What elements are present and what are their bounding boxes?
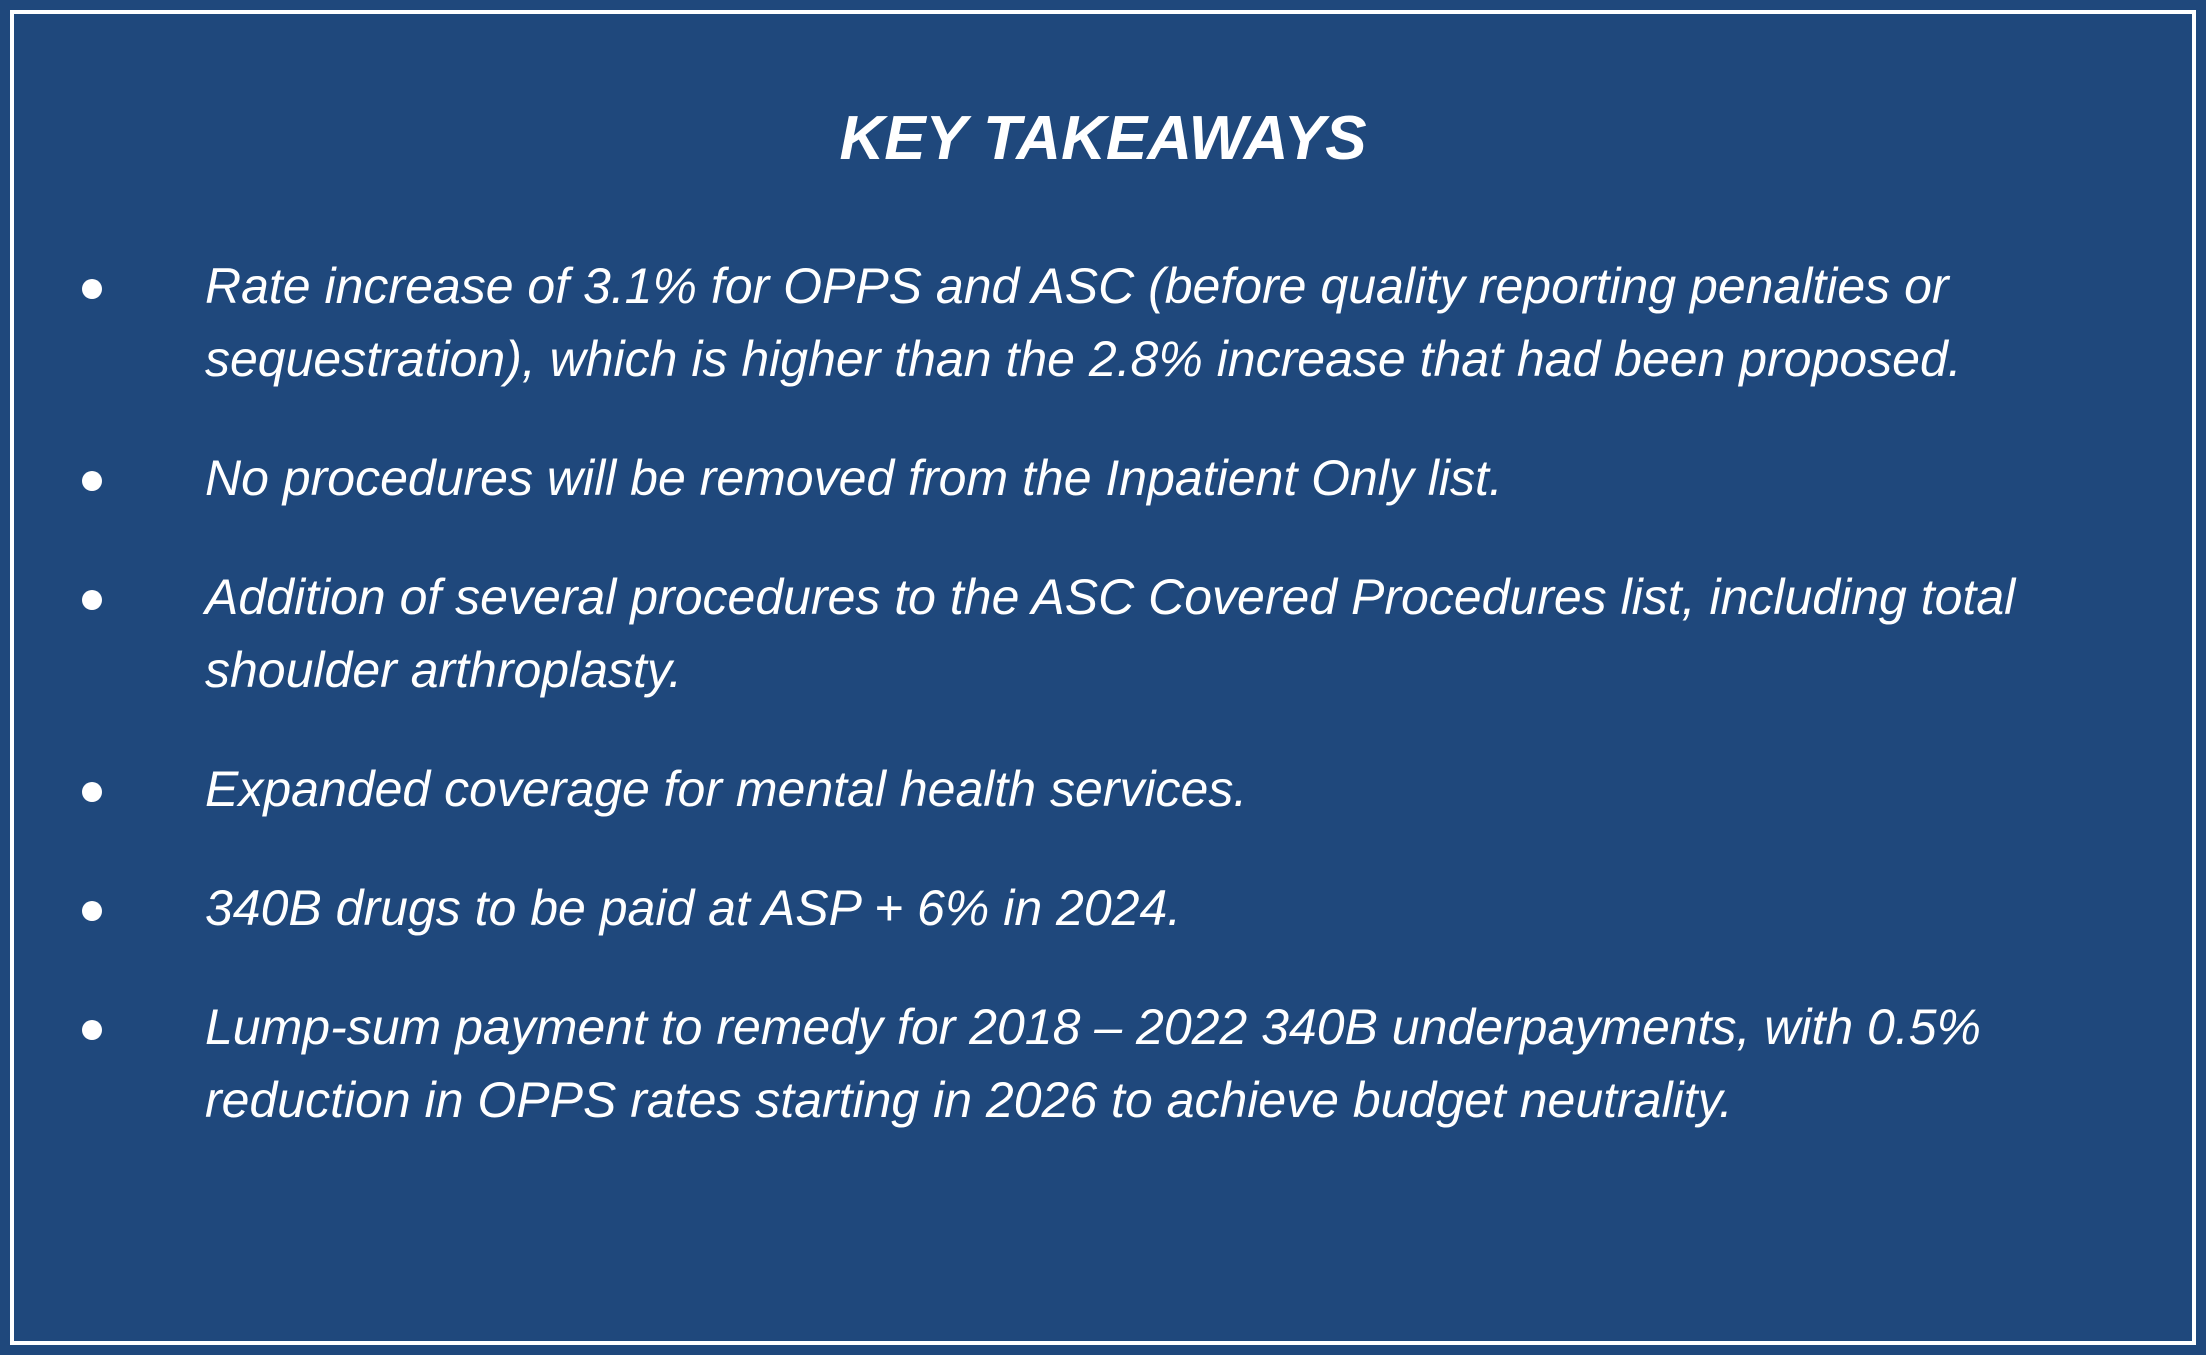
takeaway-text: No procedures will be removed from the Inpatient Only list. <box>205 450 1503 506</box>
list-item <box>0 442 2206 515</box>
list-item <box>0 872 2206 945</box>
takeaways-list <box>0 250 2206 1183</box>
takeaway-text: Expanded coverage for mental health services. <box>205 761 1248 817</box>
list-item <box>0 250 2206 396</box>
takeaway-text: Rate increase of 3.1% for OPPS and ASC (before quality reporting penalties or sequestration), which is higher than the 2.8% increase that had been proposed. <box>205 258 1962 387</box>
bullet-icon <box>82 1020 102 1040</box>
takeaway-text: 340B drugs to be paid at ASP + 6% in 2024. <box>205 880 1182 936</box>
list-item <box>0 753 2206 826</box>
bullet-icon <box>82 279 102 299</box>
takeaway-text: Lump-sum payment to remedy for 2018 – 2022 340B underpayments, with 0.5% reduction in OPPS rates starting in 2026 to achieve budget neutrality. <box>205 999 1982 1128</box>
bullet-icon <box>82 901 102 921</box>
panel-title: KEY TAKEAWAYS <box>839 104 1367 173</box>
takeaway-text: Addition of several procedures to the ASC Covered Procedures list, including total shoulder arthroplasty. <box>205 569 2016 698</box>
bullet-icon <box>82 782 102 802</box>
bullet-icon <box>82 471 102 491</box>
list-item <box>0 561 2206 707</box>
bullet-icon <box>82 590 102 610</box>
list-item <box>0 991 2206 1137</box>
